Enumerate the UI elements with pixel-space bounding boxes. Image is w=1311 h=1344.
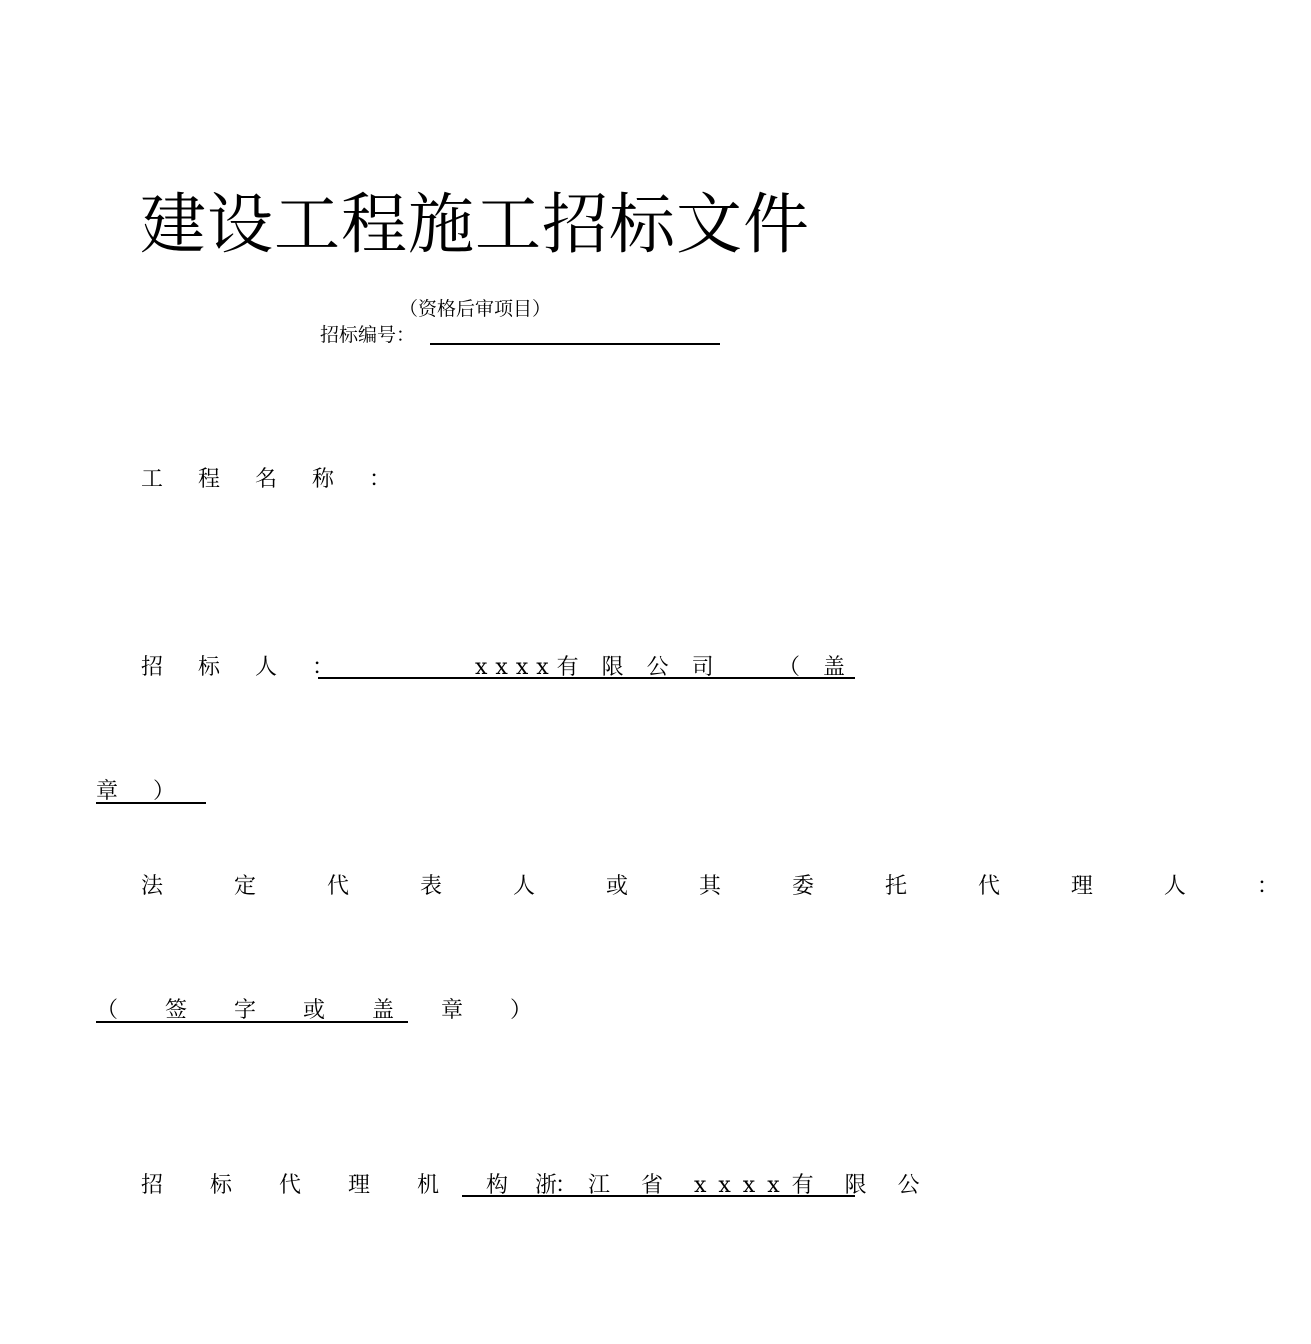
project-name-label: 工 程 名 称 ： [141, 467, 405, 492]
tenderer-seal-close: 章 ） [96, 779, 189, 804]
seal-close-underline [96, 802, 206, 804]
tenderer-seal-open: （ 盖 [778, 655, 853, 680]
signature-note: （ 签 字 或 盖 章 ） [96, 998, 552, 1023]
bid-number-field [430, 343, 720, 345]
document-subtitle: （资格后审项目） [398, 298, 551, 320]
document-title: 建设工程施工招标文件 [140, 186, 810, 263]
tenderer-name: xxxx有 限 公 司 [475, 655, 722, 680]
bid-number-label: 招标编号： [320, 324, 416, 346]
signature-underline [96, 1021, 408, 1023]
tenderer-label: 招 标 人 ： [141, 655, 348, 680]
agency-label: 招 标 代 理 机 构 ： [141, 1173, 597, 1198]
agency-name: 浙 江 省 xxxx有 限 公 [535, 1173, 932, 1198]
legal-representative-label: 法 定 代 表 人 或 其 委 托 代 理 人 ： [141, 874, 1311, 899]
